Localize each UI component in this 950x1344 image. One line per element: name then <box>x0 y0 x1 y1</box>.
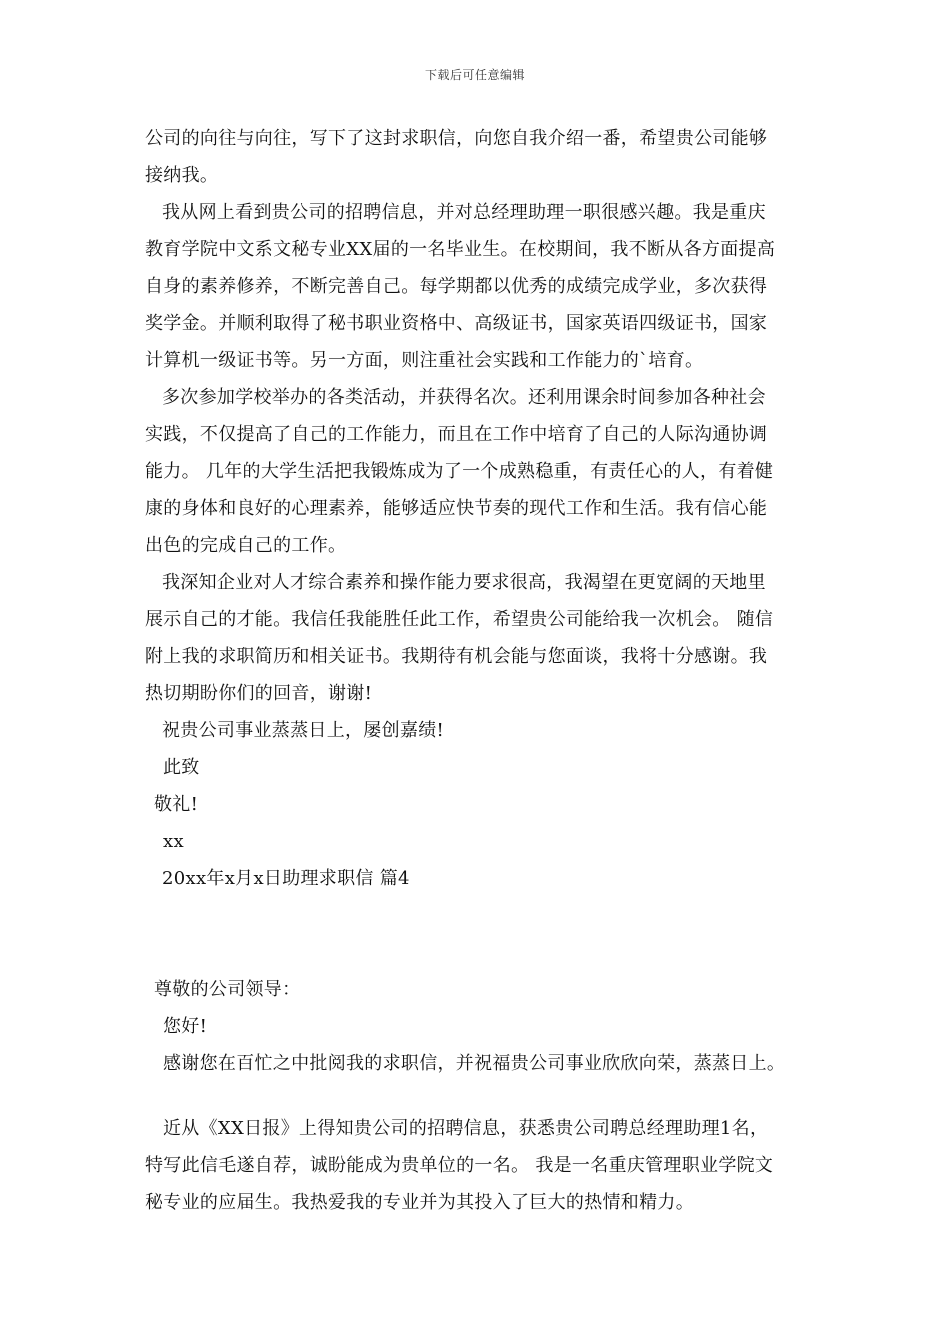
letter-line: 附上我的求职简历和相关证书。我期待有机会能与您面谈，我将十分感谢。我 <box>145 646 768 667</box>
letter-body <box>145 120 825 1221</box>
letter-line: 康的身体和良好的心理素养，能够适应快节奏的现代工作和生活。我有信心能 <box>145 498 768 519</box>
letter-line: 多次参加学校举办的各类活动，并获得名次。还利用课余时间参加各种社会 <box>162 387 766 408</box>
closing-jingli: 敬礼! <box>154 794 199 815</box>
salutation: 尊敬的公司领导： <box>154 979 301 1000</box>
closing-cizhi: 此致 <box>163 757 200 778</box>
paragraph-spacer <box>145 1082 825 1110</box>
thanks-line: 感谢您在百忙之中批阅我的求职信，并祝福贵公司事业欣欣向荣，蒸蒸日上。 <box>163 1053 786 1074</box>
section-spacer <box>145 897 825 971</box>
letter-line: 出色的完成自己的工作。 <box>145 535 347 556</box>
greeting: 您好! <box>163 1016 208 1037</box>
letter-line: 近从《XX日报》上得知贵公司的招聘信息，获悉贵公司聘总经理助理1名， <box>163 1118 769 1139</box>
letter-line: 实践，不仅提高了自己的工作能力，而且在工作中培育了自己的人际沟通协调 <box>145 424 768 445</box>
letter-line: 教育学院中文系文秘专业XX届的一名毕业生。在校期间，我不断从各方面提高 <box>145 239 776 260</box>
letter-line: 展示自己的才能。我信任我能胜任此工作，希望贵公司能给我一次机会。 随信 <box>145 609 774 630</box>
letter-line: 奖学金。并顺利取得了秘书职业资格中、高级证书，国家英语四级证书，国家 <box>145 313 768 334</box>
signature-name: xx <box>163 831 184 852</box>
letter-line: 能力。 几年的大学生活把我锻炼成为了一个成熟稳重，有责任心的人，有着健 <box>145 461 774 482</box>
letter-line: 秘专业的应届生。我热爱我的专业并为其投入了巨大的热情和精力。 <box>145 1192 694 1213</box>
letter-line: 我深知企业对人才综合素养和操作能力要求很高，我渴望在更宽阔的天地里 <box>162 572 766 593</box>
letter-line: 我从网上看到贵公司的招聘信息，并对总经理助理一职很感兴趣。我是重庆 <box>162 202 766 223</box>
page-header-note: 下载后可任意编辑 <box>424 68 525 82</box>
letter-line: 接纳我。 <box>145 165 219 186</box>
letter-line: 热切期盼你们的回音，谢谢! <box>145 683 373 704</box>
closing-wish: 祝贵公司事业蒸蒸日上，屡创嘉绩! <box>162 720 445 741</box>
letter-line: 公司的向往与向往，写下了这封求职信，向您自我介绍一番，希望贵公司能够 <box>145 128 768 149</box>
letter-line: 特写此信毛遂自荐，诚盼能成为贵单位的一名。 我是一名重庆管理职业学院文 <box>145 1155 774 1176</box>
date-and-section-title: 20xx年x月x日助理求职信 篇4 <box>162 868 410 889</box>
letter-line: 计算机一级证书等。另一方面，则注重社会实践和工作能力的`培育。 <box>145 350 704 371</box>
letter-line: 自身的素养修养，不断完善自己。每学期都以优秀的成绩完成学业，多次获得 <box>145 276 768 297</box>
